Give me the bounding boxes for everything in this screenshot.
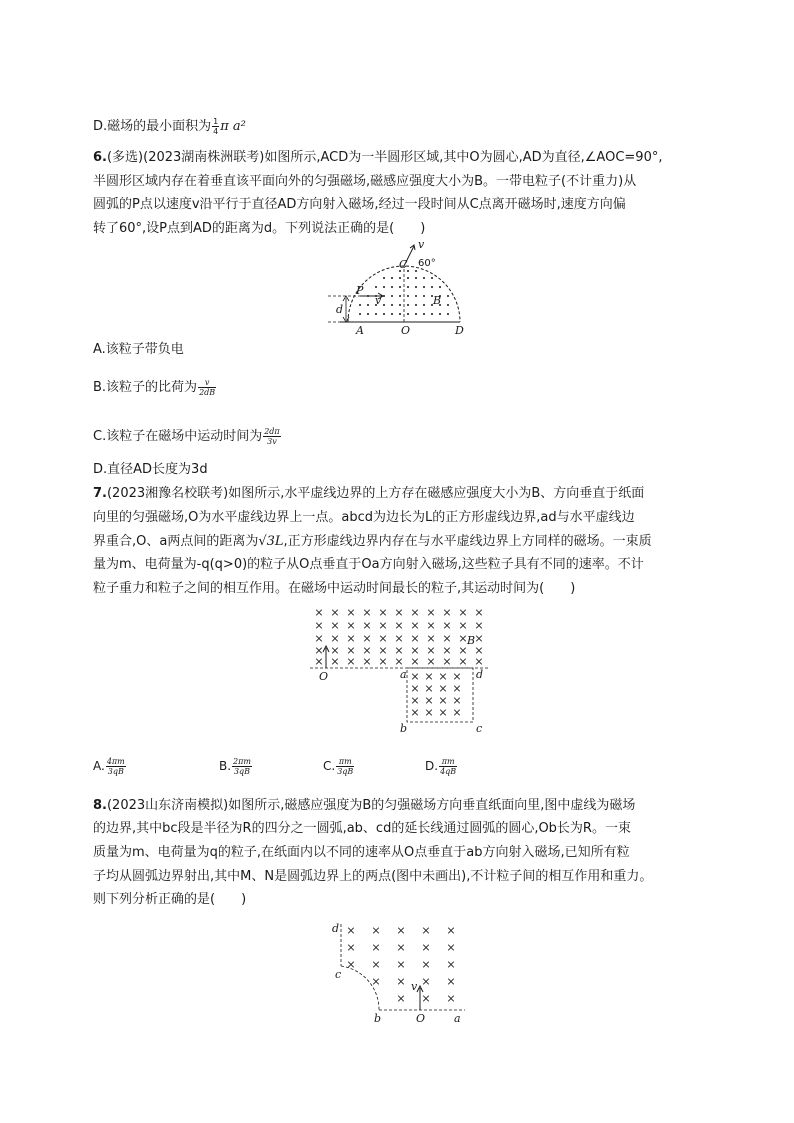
svg-text:×: × <box>410 606 420 619</box>
svg-text:×: × <box>410 632 420 645</box>
q7-option-c[interactable]: C. $\frac{\pi m}{3qB}$ <box>323 757 354 776</box>
q6-option-c-fraction: $\frac{2d\pi}{3v}$ <box>264 427 280 446</box>
svg-text:×: × <box>396 975 406 988</box>
q7-label-d: d <box>476 668 484 681</box>
svg-text:×: × <box>330 619 340 632</box>
svg-text:×: × <box>330 655 340 668</box>
svg-text:×: × <box>446 992 456 1005</box>
q6-label-angle: 60° <box>418 258 436 269</box>
svg-text:×: × <box>458 655 468 668</box>
q7-stem-line-5: 粒子重力和粒子之间的相互作用。在磁场中运动时间最长的粒子,其运动时间为( ) <box>93 581 576 596</box>
svg-text:×: × <box>438 694 448 707</box>
svg-text:×: × <box>426 606 436 619</box>
q6-label-d: d <box>336 303 344 316</box>
svg-text:×: × <box>438 706 448 719</box>
svg-text:×: × <box>410 682 420 695</box>
svg-text:×: × <box>378 644 388 657</box>
svg-text:×: × <box>410 670 420 683</box>
svg-text:×: × <box>394 632 404 645</box>
q6-option-b: B.该粒子的比荷为 $\frac{v}{2dB}$ <box>93 378 216 397</box>
svg-text:×: × <box>314 606 324 619</box>
q8-figure <box>325 916 475 1026</box>
svg-text:×: × <box>346 632 356 645</box>
q7-label-o: O <box>319 670 329 683</box>
svg-text:×: × <box>346 958 356 971</box>
q6-label-p: P <box>356 284 364 297</box>
svg-text:×: × <box>458 619 468 632</box>
svg-text:×: × <box>438 682 448 695</box>
svg-text:×: × <box>424 670 434 683</box>
svg-text:×: × <box>424 682 434 695</box>
svg-text:×: × <box>474 606 484 619</box>
svg-text:×: × <box>362 632 372 645</box>
svg-text:×: × <box>362 644 372 657</box>
svg-text:×: × <box>424 706 434 719</box>
q7-label-b-field: B <box>467 634 476 647</box>
q7-label-c: c <box>476 722 483 735</box>
svg-text:×: × <box>426 655 436 668</box>
svg-text:×: × <box>421 941 431 954</box>
q8-label-v: v <box>411 980 418 993</box>
svg-text:×: × <box>446 958 456 971</box>
svg-text:×: × <box>421 958 431 971</box>
svg-text:×: × <box>446 924 456 937</box>
svg-text:×: × <box>396 924 406 937</box>
svg-text:×: × <box>346 619 356 632</box>
q8-field-crosses <box>346 924 455 1005</box>
svg-text:×: × <box>442 619 452 632</box>
svg-text:×: × <box>452 682 462 695</box>
svg-text:×: × <box>378 655 388 668</box>
q5-option-d-prefix: D.磁场的最小面积为 <box>93 119 212 134</box>
svg-text:×: × <box>330 632 340 645</box>
q7-label-b: b <box>400 722 408 735</box>
q7-options <box>93 757 513 781</box>
svg-text:×: × <box>396 958 406 971</box>
svg-text:×: × <box>362 606 372 619</box>
q6-figure <box>320 238 470 338</box>
q8-stem-line-1: 8.(2023山东济南模拟)如图所示,磁感应强度为B的匀强磁场方向垂直纸面向里,图中虚线为磁场 <box>93 798 636 813</box>
svg-text:×: × <box>314 644 324 657</box>
q6-label-c: C <box>399 258 408 271</box>
q7-stem-line-4: 量为m、电荷量为-q(q>0)的粒子从O点垂直于Oa方向射入磁场,这些粒子具有不同的速率。不计 <box>93 557 644 572</box>
q6-option-b-fraction: $\frac{v}{2dB}$ <box>199 378 216 397</box>
svg-text:×: × <box>458 606 468 619</box>
svg-text:×: × <box>346 941 356 954</box>
svg-text:×: × <box>346 924 356 937</box>
svg-text:×: × <box>394 655 404 668</box>
svg-text:×: × <box>314 619 324 632</box>
q6-stem-line-4: 转了60°,设P点到AD的距离为d。下列说法正确的是( ) <box>93 221 426 236</box>
svg-text:×: × <box>438 670 448 683</box>
svg-text:×: × <box>394 606 404 619</box>
svg-text:×: × <box>346 655 356 668</box>
q6-number: 6. <box>93 150 107 165</box>
q7-stem-line-2: 向里的匀强磁场,O为水平虚线边界上一点。abcd为边长为L的正方形虚线边界,ad与水平虚线边 <box>93 510 635 525</box>
svg-text:×: × <box>442 644 452 657</box>
svg-text:×: × <box>410 706 420 719</box>
q6-option-d: D.直径AD长度为3d <box>93 462 208 477</box>
q7-option-b[interactable]: B. $\frac{2\pi m}{3qB}$ <box>219 757 251 776</box>
q6-label-v-c: v <box>418 238 425 251</box>
svg-text:×: × <box>442 655 452 668</box>
svg-text:×: × <box>371 941 381 954</box>
svg-text:×: × <box>446 975 456 988</box>
svg-text:×: × <box>421 975 431 988</box>
svg-text:×: × <box>378 632 388 645</box>
svg-text:×: × <box>452 670 462 683</box>
q7-number: 7. <box>93 486 107 501</box>
q5-option-d-suffix: π a² <box>220 119 246 134</box>
svg-text:×: × <box>410 619 420 632</box>
svg-text:×: × <box>426 632 436 645</box>
svg-text:×: × <box>314 655 324 668</box>
svg-text:×: × <box>442 632 452 645</box>
svg-text:×: × <box>410 694 420 707</box>
q6-stem-line-1: 6.(多选)(2023湖南株洲联考)如图所示,ACD为一半圆形区域,其中O为圆心,AD为直径,∠AOC=90°, <box>93 150 663 165</box>
svg-text:×: × <box>362 655 372 668</box>
q6-label-o: O <box>401 324 411 337</box>
q6-option-a: A.该粒子带负电 <box>93 342 184 357</box>
q8-label-b: b <box>374 1012 382 1025</box>
svg-text:×: × <box>396 992 406 1005</box>
q6-option-c: C.该粒子在磁场中运动时间为 $\frac{2d\pi}{3v}$ <box>93 427 280 446</box>
q8-number: 8. <box>93 798 107 813</box>
q6-stem-line-2: 半圆形区域内存在着垂直该平面向外的匀强磁场,磁感应强度大小为B。一带电粒子(不计重力)从 <box>93 174 637 189</box>
q8-stem-line-5: 则下列分析正确的是( ) <box>93 892 247 907</box>
q8-stem-line-3: 质量为m、电荷量为q的粒子,在纸面内以不同的速率从O点垂直于ab方向射入磁场,已知所有粒 <box>93 845 630 860</box>
svg-text:×: × <box>394 619 404 632</box>
svg-text:×: × <box>446 941 456 954</box>
svg-text:×: × <box>452 694 462 707</box>
q7-label-a: a <box>400 668 407 681</box>
q7-option-d[interactable]: D. $\frac{\pi m}{4qB}$ <box>425 757 457 776</box>
svg-text:×: × <box>426 644 436 657</box>
svg-text:×: × <box>371 958 381 971</box>
svg-text:×: × <box>410 655 420 668</box>
svg-text:×: × <box>458 644 468 657</box>
svg-text:×: × <box>346 606 356 619</box>
q8-label-a: a <box>454 1012 461 1025</box>
q5-option-d <box>93 117 246 136</box>
q7-option-a[interactable]: A. $\frac{4\pi m}{3qB}$ <box>93 757 125 776</box>
svg-text:×: × <box>458 632 468 645</box>
svg-text:×: × <box>452 706 462 719</box>
q6-label-a: A <box>356 324 364 337</box>
svg-text:×: × <box>426 619 436 632</box>
q5-option-d-fraction: $\frac{1}{4}$ <box>213 117 219 136</box>
svg-text:×: × <box>371 924 381 937</box>
svg-text:×: × <box>378 606 388 619</box>
q8-arc-bc <box>341 966 379 1010</box>
svg-text:×: × <box>474 632 484 645</box>
svg-text:×: × <box>394 644 404 657</box>
svg-text:×: × <box>330 644 340 657</box>
q8-stem-line-2: 的边界,其中bc段是半径为R的四分之一圆弧,ab、cd的延长线通过圆弧的圆心,Ob长为R。一束 <box>93 821 631 836</box>
q6-label-d-point: D <box>455 324 464 337</box>
q8-stem-line-4: 子均从圆弧边界射出,其中M、N是圆弧边界上的两点(图中未画出),不计粒子间的相互作用和重力。 <box>93 869 653 884</box>
svg-text:×: × <box>474 644 484 657</box>
q6-stem-line-3: 圆弧的P点以速度v沿平行于直径AD方向射入磁场,经过一段时间从C点离开磁场时,速度方向偏 <box>93 197 626 212</box>
svg-text:×: × <box>330 606 340 619</box>
q6-label-v-p: v <box>375 294 382 307</box>
svg-text:×: × <box>474 619 484 632</box>
svg-text:×: × <box>396 941 406 954</box>
svg-text:×: × <box>371 975 381 988</box>
svg-text:×: × <box>421 924 431 937</box>
svg-text:×: × <box>378 619 388 632</box>
svg-text:×: × <box>410 644 420 657</box>
q7-stem-line-3: 界重合,O、a两点间的距离为√3L,正方形虚线边界内存在与水平虚线边界上方同样的磁场。一束质 <box>93 534 652 549</box>
svg-text:×: × <box>424 694 434 707</box>
svg-text:×: × <box>421 992 431 1005</box>
svg-text:×: × <box>442 606 452 619</box>
svg-text:×: × <box>362 619 372 632</box>
q7-field-crosses <box>314 606 483 719</box>
q7-sqrt3l: √3L <box>258 534 284 549</box>
q7-stem-line-1: 7.(2023湘豫名校联考)如图所示,水平虚线边界的上方存在磁感应强度大小为B、方向垂直于纸面 <box>93 486 645 501</box>
svg-text:×: × <box>474 655 484 668</box>
q8-label-d: d <box>332 922 340 935</box>
q8-label-o: O <box>416 1012 426 1025</box>
q8-label-c: c <box>335 968 342 981</box>
q7-figure <box>300 600 500 738</box>
svg-text:×: × <box>314 632 324 645</box>
svg-text:×: × <box>346 644 356 657</box>
q6-label-b: B <box>433 294 442 307</box>
